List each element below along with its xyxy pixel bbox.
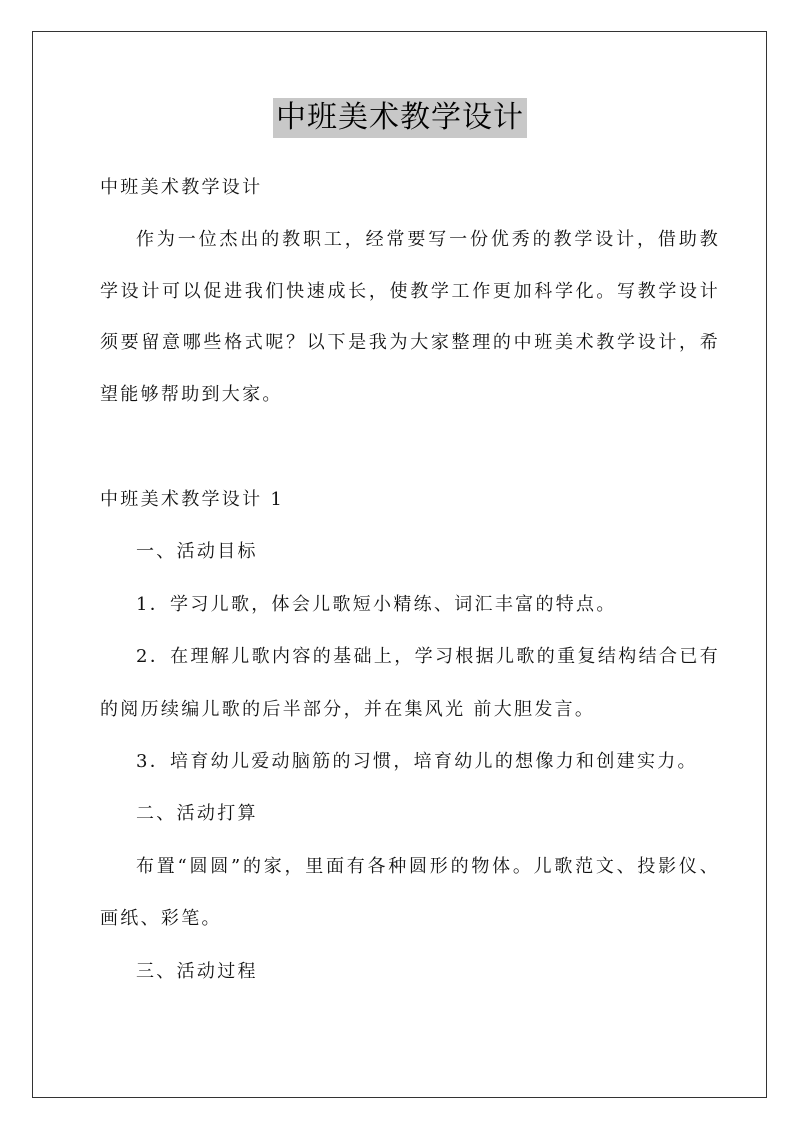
- document-title: 中班美术教学设计: [273, 98, 527, 138]
- intro-line-3: 须要留意哪些格式呢？以下是我为大家整理的中班美术教学设计，希: [100, 332, 720, 353]
- goal-2-line-2: 的阅历续编儿歌的后半部分，并在集风光 前大胆发言。: [100, 699, 596, 720]
- goal-3: 3．培育幼儿爱动脑筋的习惯，培育幼儿的想像力和创建实力。: [136, 751, 698, 772]
- section-heading: 中班美术教学设计 1: [100, 489, 285, 510]
- prep-line-1: 布置“圆圆”的家，里面有各种圆形的物体。儿歌范文、投影仪、: [136, 856, 720, 877]
- prep-line-2: 画纸、彩笔。: [100, 908, 222, 929]
- document-subtitle: 中班美术教学设计: [100, 177, 263, 198]
- title-container: [0, 98, 800, 138]
- part3-heading: 三、活动过程: [136, 961, 258, 982]
- goal-2-line-1: 2．在理解儿歌内容的基础上，学习根据儿歌的重复结构结合已有: [136, 646, 720, 667]
- intro-line-1: 作为一位杰出的教职工，经常要写一份优秀的教学设计，借助教: [136, 229, 720, 250]
- intro-line-2: 学设计可以促进我们快速成长，使教学工作更加科学化。写教学设计: [100, 281, 720, 302]
- intro-line-4: 望能够帮助到大家。: [100, 384, 283, 405]
- part2-heading: 二、活动打算: [136, 803, 258, 824]
- part1-heading: 一、活动目标: [136, 541, 258, 562]
- goal-1: 1．学习儿歌，体会儿歌短小精练、词汇丰富的特点。: [136, 594, 617, 615]
